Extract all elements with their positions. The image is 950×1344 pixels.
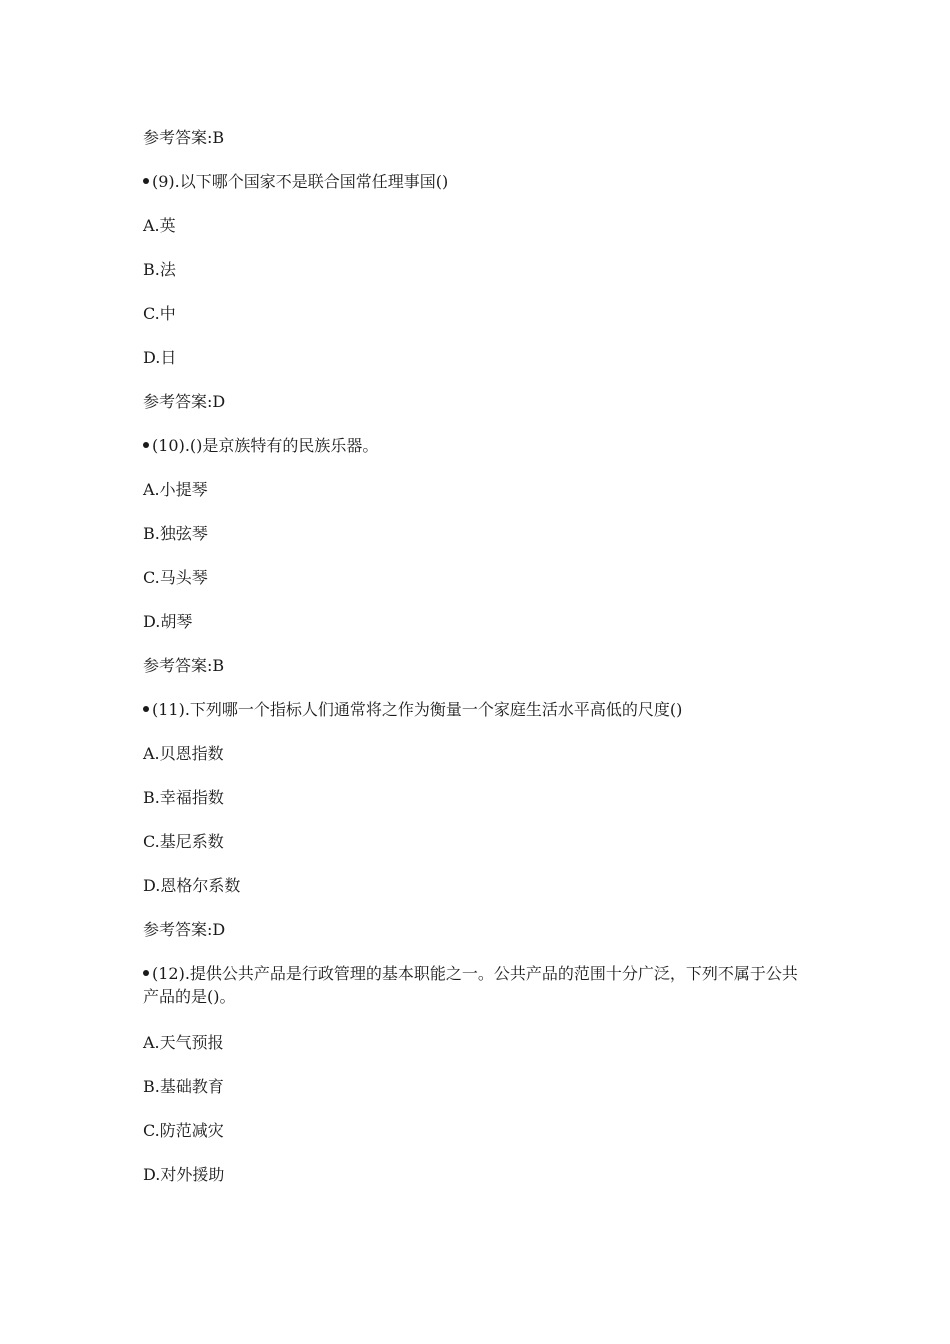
question-text: (12).提供公共产品是行政管理的基本职能之一。公共产品的范围十分广泛，下列不属于公共产品的是()。 xyxy=(143,964,798,1006)
question-text: (9).以下哪个国家不是联合国常任理事国() xyxy=(152,172,449,191)
option-c: C.马头琴 xyxy=(143,568,208,587)
option-c: C.基尼系数 xyxy=(143,832,224,851)
option-a: A.英 xyxy=(143,216,176,235)
answer-key: 参考答案:D xyxy=(143,392,226,411)
question-9 xyxy=(143,170,448,194)
option-d: D.对外援助 xyxy=(143,1165,225,1184)
option-c: C.防范减灾 xyxy=(143,1121,224,1140)
option-a: A.贝恩指数 xyxy=(143,744,224,763)
question-text: (11).下列哪一个指标人们通常将之作为衡量一个家庭生活水平高低的尺度() xyxy=(152,700,683,719)
option-d: D.日 xyxy=(143,348,177,367)
bullet-icon xyxy=(143,442,149,448)
bullet-icon xyxy=(143,970,149,976)
option-c: C.中 xyxy=(143,304,176,323)
question-10 xyxy=(143,434,378,458)
answer-key: 参考答案:D xyxy=(143,920,226,939)
option-b: B.幸福指数 xyxy=(143,788,224,807)
option-d: D.胡琴 xyxy=(143,612,193,631)
option-b: B.独弦琴 xyxy=(143,524,208,543)
option-a: A.小提琴 xyxy=(143,480,208,499)
option-b: B.基础教育 xyxy=(143,1077,224,1096)
bullet-icon xyxy=(143,706,149,712)
option-d: D.恩格尔系数 xyxy=(143,876,241,895)
option-b: B.法 xyxy=(143,260,176,279)
question-11 xyxy=(143,698,682,722)
answer-key: 参考答案:B xyxy=(143,656,225,675)
answer-key: 参考答案:B xyxy=(143,128,225,147)
question-12 xyxy=(143,962,803,1008)
option-a: A.天气预报 xyxy=(143,1033,224,1052)
question-text: (10).()是京族特有的民族乐器。 xyxy=(152,436,379,455)
bullet-icon xyxy=(143,178,149,184)
